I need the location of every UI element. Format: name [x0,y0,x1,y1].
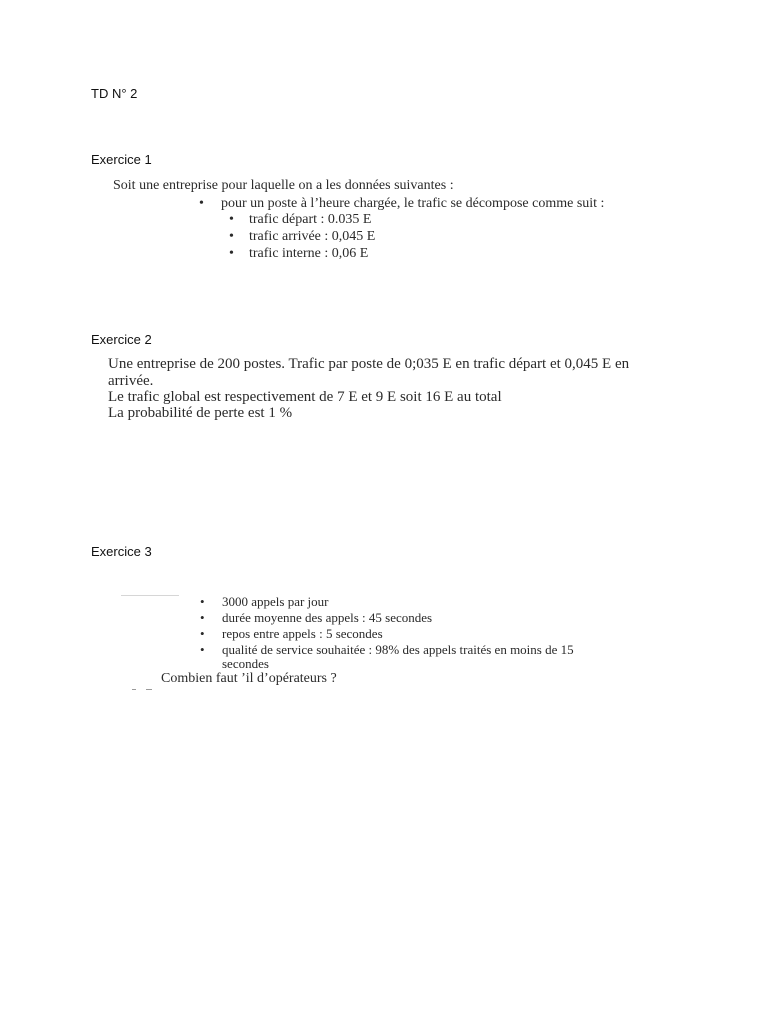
exercise-3-item-text: repos entre appels : 5 secondes [222,626,383,641]
document-title: TD N° 2 [91,86,138,101]
scan-artifact [146,689,152,690]
exercise-2-line: Une entreprise de 200 postes. Trafic par poste de 0;035 E en trafic départ et 0,045 E en [108,356,630,372]
exercise-2-line: arrivée. [108,373,154,389]
bullet-icon: • [200,642,205,657]
exercise-3-item [200,594,329,610]
bullet-icon: • [200,626,205,641]
exercise-1-sub-item [229,211,371,229]
exercise-3-item [200,626,383,642]
exercise-1-bullet-text: pour un poste à l’heure chargée, le trafic se décompose comme suit : [221,196,605,211]
scan-artifact [132,689,136,690]
exercise-3-item-text: durée moyenne des appels : 45 secondes [222,610,433,625]
exercise-3-item-continuation: secondes [222,656,269,671]
exercise-1-sub-item-text: trafic interne : 0,06 E [249,246,369,261]
exercise-3-item-text: 3000 appels par jour [222,594,329,609]
exercise-2-line: La probabilité de perte est 1 % [108,405,293,421]
exercise-1-sub-item [229,228,375,246]
exercise-1-sub-item-text: trafic départ : 0.035 E [249,212,372,227]
exercise-3-heading: Exercice 3 [91,544,152,559]
bullet-icon: • [200,610,205,625]
exercise-3-item [200,610,432,626]
scan-artifact [121,595,179,596]
bullet-icon: • [200,594,205,609]
exercise-3-question: Combien faut ’il d’opérateurs ? [161,671,337,686]
exercise-1-intro: Soit une entreprise pour laquelle on a les données suivantes : [113,178,454,193]
bullet-icon: • [199,196,204,211]
exercise-2-heading: Exercice 2 [91,332,152,347]
exercise-1-sub-item-text: trafic arrivée : 0,045 E [249,229,376,244]
exercise-1-sub-item [229,245,368,263]
bullet-icon: • [229,246,234,261]
bullet-icon: • [229,212,234,227]
bullet-icon: • [229,229,234,244]
exercise-3-item-text: qualité de service souhaitée : 98% des appels traités en moins de 15 [222,642,574,657]
exercise-2-line: Le trafic global est respectivement de 7 E et 9 E soit 16 E au total [108,389,502,405]
exercise-1-heading: Exercice 1 [91,152,152,167]
